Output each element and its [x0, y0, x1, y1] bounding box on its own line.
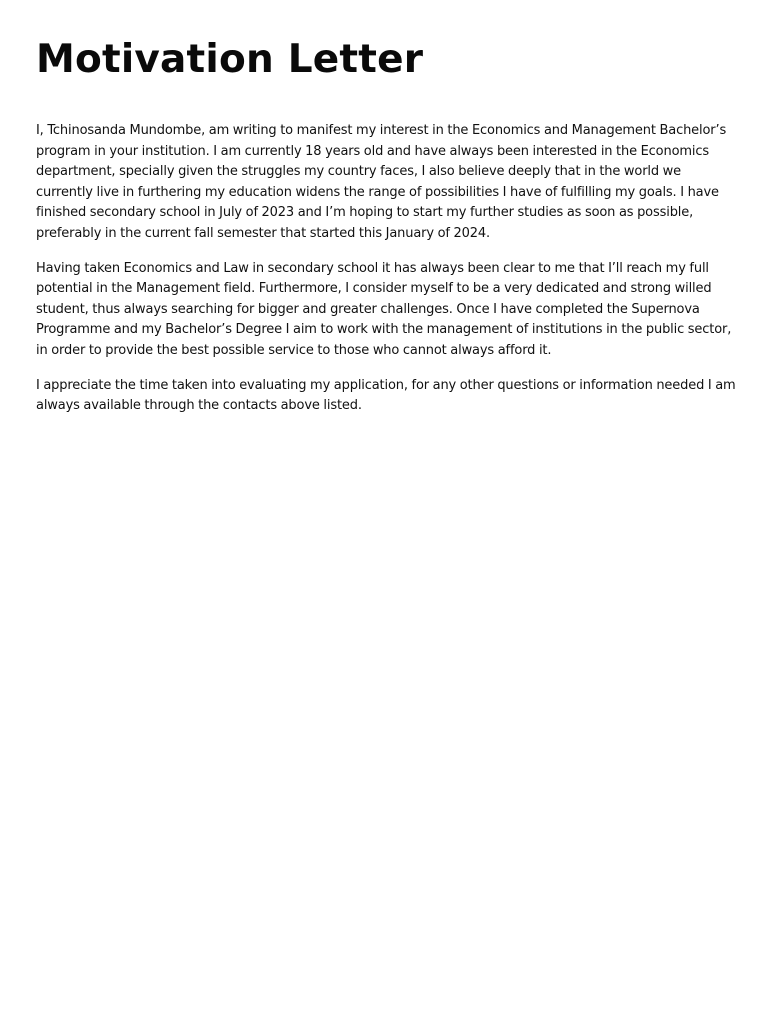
letter-title: Motivation Letter	[36, 37, 424, 82]
letter-paragraph-closing: I appreciate the time taken into evaluating my application, for any other questions or information needed I am always available through the contacts above listed.	[36, 377, 736, 414]
letter-paragraph-goals: Having taken Economics and Law in secondary school it has always been clear to me that I’ll reach my full potential in the Management field. Furthermore, I consider myself to be a very dedicated and strong willed student, thus always searching for bigger and greater challenges. Once I have completed the Supernova Programme and my Bachelor’s Degree I aim to work with the management of institutions in the public sector, in order to provide the best possible service to those who cannot always afford it.	[36, 260, 732, 358]
letter-paragraph-intro: I, Tchinosanda Mundombe, am writing to manifest my interest in the Economics and Management Bachelor’s program in your institution. I am currently 18 years old and have always been interested in the Economics department, specially given the struggles my country faces, I also believe deeply that in the world we currently live in furthering my education widens the range of possibilities I have of fulfilling my goals. I have finished secondary school in July of 2023 and I’m hoping to start my further studies as soon as possible, preferably in the current fall semester that started this January of 2024.	[36, 123, 727, 241]
letter-body	[36, 121, 736, 417]
letter-page	[36, 36, 736, 431]
